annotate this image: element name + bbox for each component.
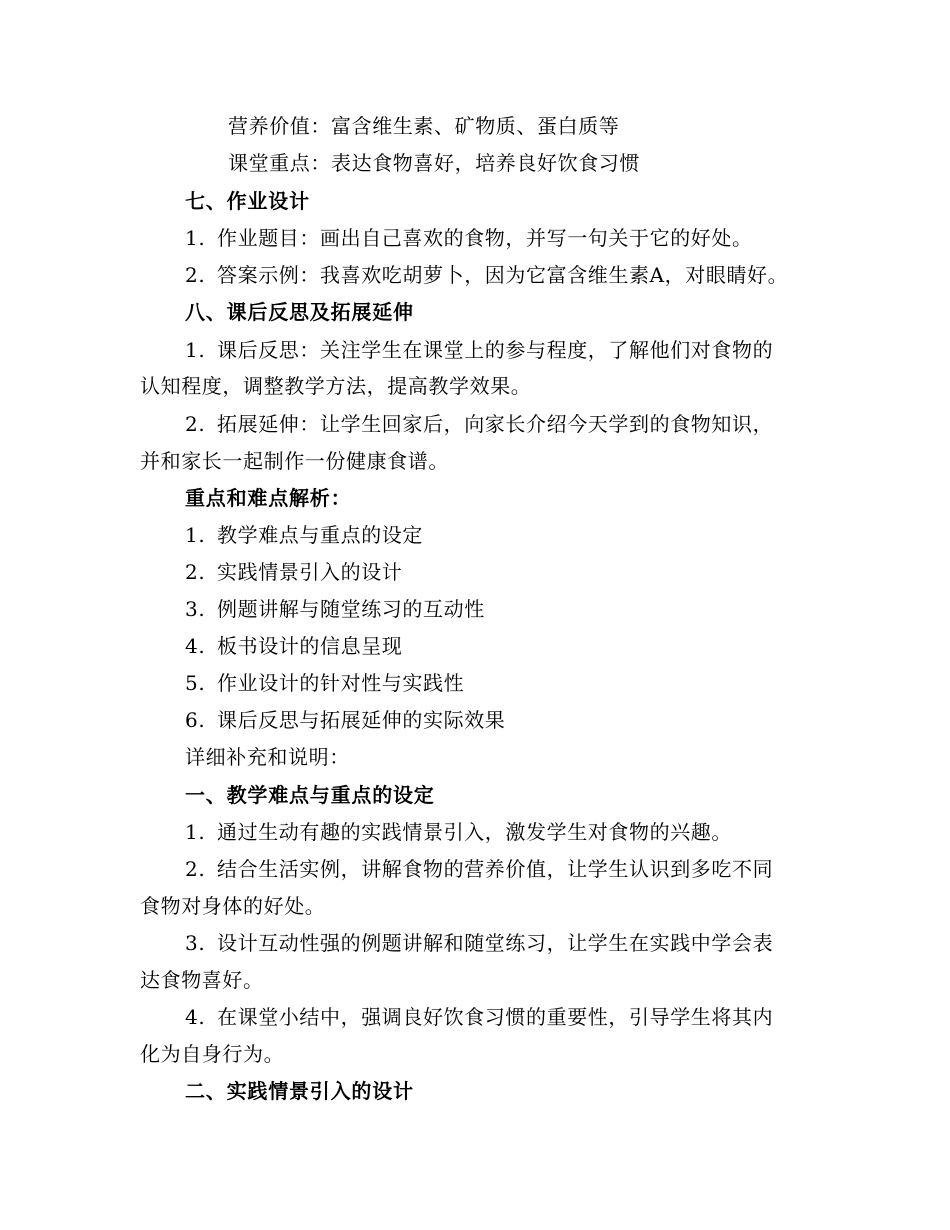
detail-intro: 详细补充和说明： [185, 745, 350, 769]
homework-item-2 [185, 261, 788, 289]
detail-item-4 [185, 1003, 773, 1031]
list-text: 课后反思与拓展延伸的实际效果 [217, 708, 506, 732]
analysis-heading: 重点和难点解析： [185, 486, 352, 510]
list-text: 例题讲解与随堂练习的互动性 [217, 597, 485, 621]
detail-item-3 [185, 929, 773, 957]
list-text: 设计互动性强的例题讲解和随堂练习，让学生在实践中学会表 [217, 931, 774, 955]
list-text: 板书设计的信息呈现 [217, 634, 403, 658]
reflection-item-2 [185, 410, 773, 438]
reflection-item-1-continued: 认知程度，调整教学方法，提高教学效果。 [140, 374, 532, 398]
analysis-item-2 [185, 558, 402, 586]
list-text: 实践情景引入的设计 [217, 560, 403, 584]
analysis-item-1 [185, 521, 423, 549]
reflection-item-1 [185, 336, 773, 364]
list-text: 课后反思：关注学生在课堂上的参与程度，了解他们对食物的 [217, 338, 774, 362]
list-text: 拓展延伸：让学生回家后，向家长介绍今天学到的食物知识， [217, 412, 774, 436]
list-number: 2. [185, 560, 206, 584]
list-text: 作业题目：画出自己喜欢的食物，并写一句关于它的好处。 [217, 226, 753, 250]
list-number: 6. [185, 708, 206, 732]
list-text: 教学难点与重点的设定 [217, 523, 423, 547]
list-number: 4. [185, 634, 206, 658]
list-text: 在课堂小结中，强调良好饮食习惯的重要性，引导学生将其内 [217, 1005, 774, 1029]
list-text: 结合生活实例，讲解食物的营养价值，让学生认识到多吃不同 [217, 857, 774, 881]
list-number: 3. [185, 597, 206, 621]
section-8-heading: 八、课后反思及拓展延伸 [185, 300, 414, 324]
section-1-heading: 一、教学难点与重点的设定 [185, 783, 435, 807]
list-number: 1. [185, 523, 206, 547]
class-focus-line: 课堂重点：表达食物喜好，培养良好饮食习惯 [228, 151, 640, 175]
analysis-item-3 [185, 595, 485, 623]
analysis-item-6 [185, 706, 505, 734]
list-number: 1. [185, 226, 206, 250]
list-text: 作业设计的针对性与实践性 [217, 671, 465, 695]
list-number: 2. [185, 412, 206, 436]
analysis-item-5 [185, 669, 464, 697]
section-7-heading: 七、作业设计 [185, 189, 310, 213]
list-number: 2. [185, 857, 206, 881]
detail-item-2-continued: 食物对身体的好处。 [140, 894, 326, 918]
reflection-item-2-continued: 并和家长一起制作一份健康食谱。 [140, 449, 449, 473]
homework-item-1 [185, 224, 753, 252]
list-number: 4. [185, 1005, 206, 1029]
list-number: 2. [185, 263, 206, 287]
detail-item-3-continued: 达食物喜好。 [140, 968, 264, 992]
section-2-heading: 二、实践情景引入的设计 [185, 1079, 414, 1103]
list-number: 3. [185, 931, 206, 955]
detail-item-4-continued: 化为自身行为。 [140, 1042, 285, 1066]
analysis-item-4 [185, 632, 402, 660]
list-number: 5. [185, 671, 206, 695]
list-text: 答案示例：我喜欢吃胡萝卜，因为它富含维生素A，对眼睛好。 [217, 263, 789, 287]
list-text: 通过生动有趣的实践情景引入，激发学生对食物的兴趣。 [217, 820, 732, 844]
nutrition-value-line: 营养价值：富含维生素、矿物质、蛋白质等 [228, 114, 620, 138]
list-number: 1. [185, 820, 206, 844]
list-number: 1. [185, 338, 206, 362]
detail-item-1 [185, 818, 732, 846]
detail-item-2 [185, 855, 773, 883]
